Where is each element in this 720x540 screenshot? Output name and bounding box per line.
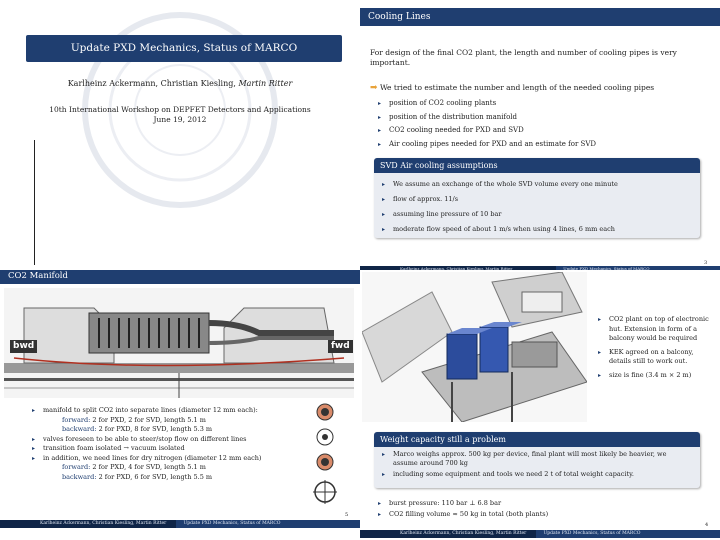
workshop-name: 10th International Workshop on DEPFET Detectors and Applications xyxy=(49,105,311,114)
cooling-intro: For design of the final CO2 plant, the length and number of cooling pipes is very important. xyxy=(370,48,677,67)
slide-cooling-lines xyxy=(360,0,720,270)
svd-box-title: SVD Air cooling assumptions xyxy=(374,158,700,173)
title-banner xyxy=(26,35,342,62)
backward-label: backward: xyxy=(62,472,97,481)
footer-authors: Karlheinz Ackermann, Christian Kiesling, Martin Ritter xyxy=(0,520,176,528)
authors-plain: Karlheinz Ackermann, Christian Kiesling, xyxy=(67,79,239,88)
page-number: 4 xyxy=(705,522,709,528)
slide-title xyxy=(0,0,360,270)
cooling-lead xyxy=(370,82,700,94)
list-item: ▸ CO2 cooling needed for PXD and SVD xyxy=(378,124,698,138)
page-number: 5 xyxy=(345,512,349,518)
forward-value: 2 for PXD, 4 for SVD, length 5.1 m xyxy=(92,463,206,471)
backward-value: 2 for PXD, 8 for SVD, length 5.3 m xyxy=(98,425,213,433)
list-item: ▸ including some equipment and tools we need 2 t of total weight capacity. xyxy=(382,470,692,479)
manifold-drawing xyxy=(4,288,354,398)
slide-co2-plant xyxy=(360,270,720,540)
footer xyxy=(360,530,720,538)
authors-presenter: Martin Ritter xyxy=(238,79,293,88)
cooling-title: Cooling Lines xyxy=(368,12,431,22)
page-number: 3 xyxy=(704,260,708,266)
left-vertical-line xyxy=(34,140,35,265)
label-bwd: bwd xyxy=(10,340,37,353)
list-item: ▸ moderate flow speed of about 1 m/s when using 4 lines, 6 mm each xyxy=(382,222,692,237)
list-item: ▸ Air cooling pipes needed for PXD and an estimate for SVD xyxy=(378,138,698,152)
list-item: ▸ valves foreseen to be able to steer/stop flow on different lines xyxy=(32,435,302,445)
list-item: ▸ KEK agreed on a balcony, details still to work out. xyxy=(598,348,710,367)
slide-co2-manifold xyxy=(0,270,360,540)
authors xyxy=(0,78,360,89)
list-item: ▸ CO2 filling volume ≈ 50 kg in total (both plants) xyxy=(378,509,698,520)
manifold-text xyxy=(32,406,302,482)
list-item: ▸ CO2 plant on top of electronic hut. Extension in form of a balcony would be required xyxy=(598,315,710,344)
forward-label: forward: xyxy=(62,463,91,471)
manifold-title: CO2 Manifold xyxy=(8,271,68,281)
plant-extra xyxy=(378,498,698,520)
footer-talk: Update PXD Mechanics, Status of MARCO xyxy=(543,531,641,536)
pipe-cross-sections xyxy=(305,402,345,522)
footer-talk: Update PXD Mechanics, Status of MARCO xyxy=(183,521,281,526)
forward-value: 2 for PXD, 2 for SVD, length 5.1 m xyxy=(92,415,206,424)
footer-authors: Karlheinz Ackermann, Christian Kiesling, Martin Ritter xyxy=(360,266,556,270)
footer-authors: Karlheinz Ackermann, Christian Kiesling, Martin Ritter xyxy=(360,530,536,538)
list-item: ▸ flow of approx. 11/s xyxy=(382,192,692,207)
forward-label: forward: xyxy=(62,415,91,424)
cooling-bullets xyxy=(378,97,698,151)
list-item: ▸ position of the distribution manifold xyxy=(378,111,698,125)
list-item: ▸ burst pressure: 110 bar ⊥ 6.8 bar xyxy=(378,498,698,509)
weight-box xyxy=(374,432,700,488)
cooling-title-bar xyxy=(360,8,720,26)
label-fwd: fwd xyxy=(328,340,353,353)
list-item: ▸ Marco weighs approx. 500 kg per device, final plant will most likely be heavier, we assume around 700 kg xyxy=(382,450,692,468)
svd-box-items xyxy=(374,173,700,241)
arrow-icon: ➡ xyxy=(370,83,378,93)
weight-box-items xyxy=(374,447,700,482)
detector-render xyxy=(362,272,587,422)
footer xyxy=(0,520,360,528)
backward-label: backward: xyxy=(62,425,97,433)
weight-box-title: Weight capacity still a problem xyxy=(374,432,700,447)
list-item: ▸ transition foam isolated → vacuum isolated xyxy=(32,444,302,454)
list-item: ▸ in addition, we need lines for dry nitrogen (diameter 12 mm each) xyxy=(32,454,302,464)
plant-bullets xyxy=(598,315,710,380)
footer-talk: Update PXD Mechanics, Status of MARCO xyxy=(563,266,650,270)
list-item: ▸ assuming line pressure of 10 bar xyxy=(382,207,692,222)
list-item: ▸ manifold to split CO2 into separate lines (diameter 12 mm each): xyxy=(32,406,302,416)
list-item: ▸ We assume an exchange of the whole SVD volume every one minute xyxy=(382,177,692,192)
presentation-date: June 19, 2012 xyxy=(153,115,207,124)
list-item: ▸ size is fine (3.4 m × 2 m) xyxy=(598,371,710,381)
cooling-lead-text: We tried to estimate the number and length of the needed cooling pipes xyxy=(379,83,655,92)
list-item: ▸ position of CO2 cooling plants xyxy=(378,97,698,111)
presentation-title: Update PXD Mechanics, Status of MARCO xyxy=(70,42,298,54)
svd-box xyxy=(374,158,700,238)
backward-value: 2 for PXD, 6 for SVD, length 5.5 m xyxy=(98,472,213,481)
